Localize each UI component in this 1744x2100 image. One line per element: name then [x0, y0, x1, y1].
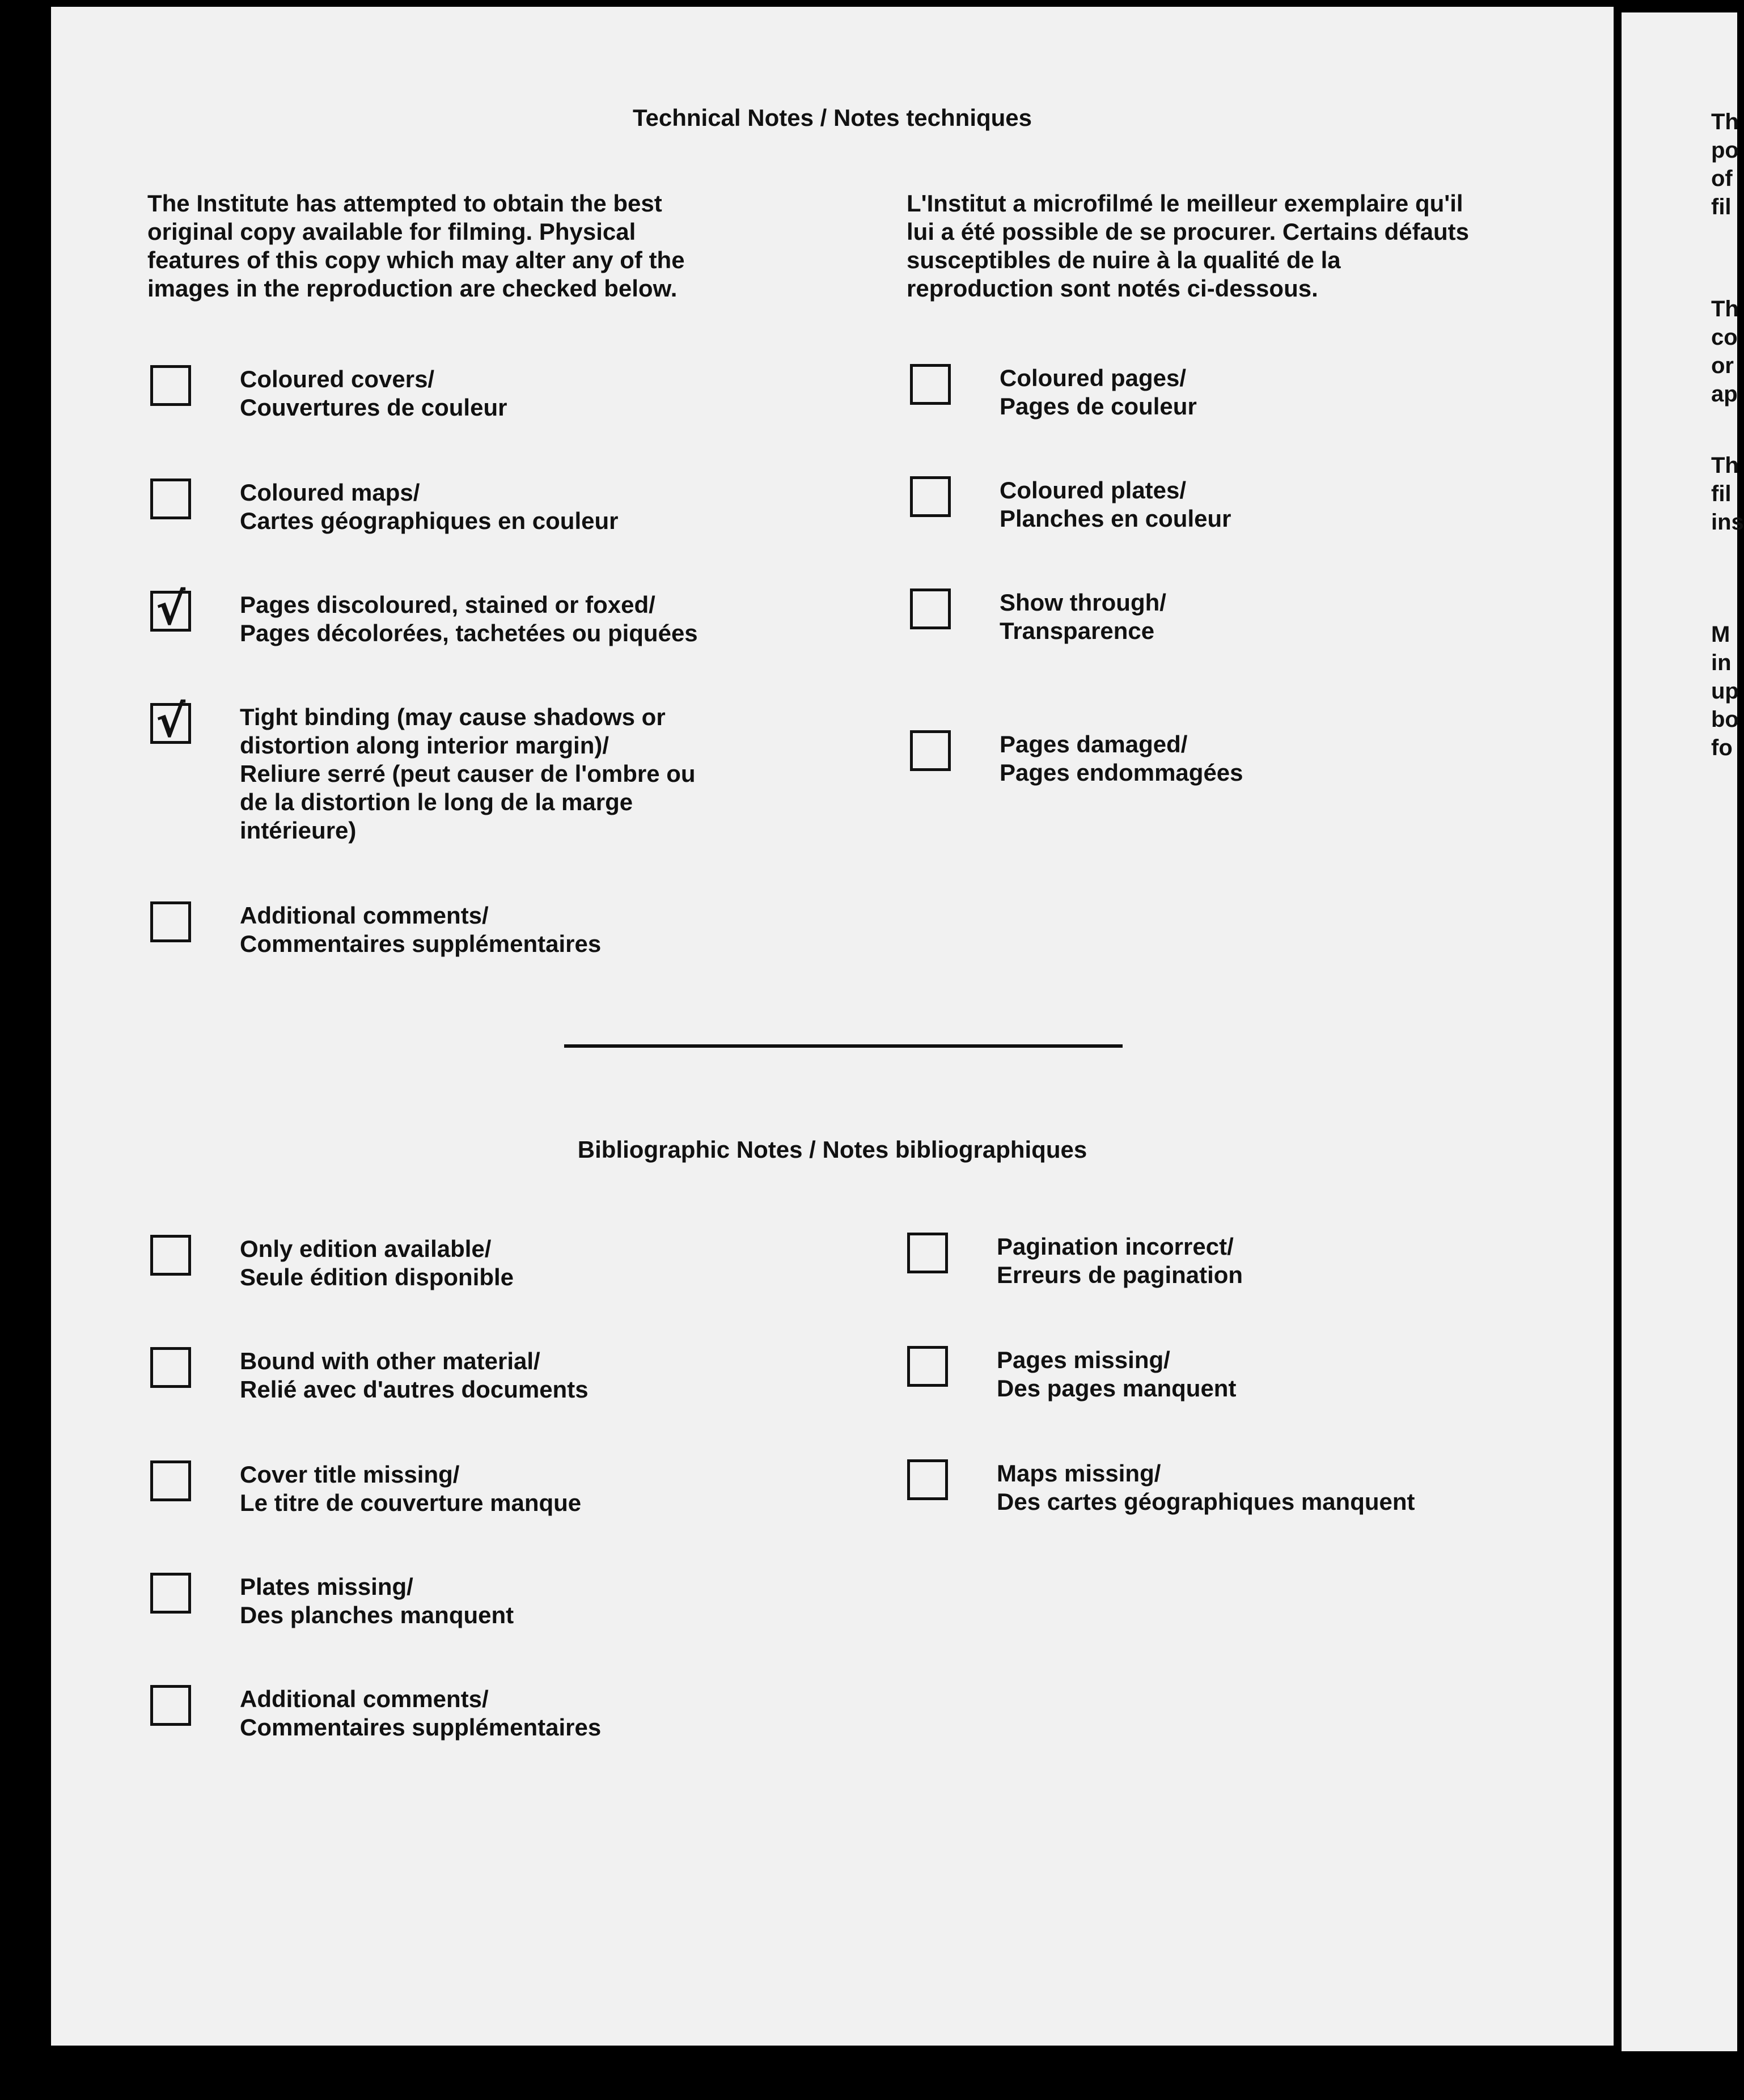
checkbox[interactable]: [150, 479, 191, 519]
checkbox-label: [240, 1347, 807, 1404]
checkbox[interactable]: [910, 730, 951, 771]
checkbox-label: [240, 1573, 807, 1629]
checkbox-label: [240, 1460, 807, 1517]
checkbox-label-line: Bound with other material/: [240, 1348, 540, 1374]
checkbox-label-line: Cartes géographiques en couleur: [240, 507, 619, 534]
checkbox[interactable]: [150, 901, 191, 942]
checkbox[interactable]: [907, 1459, 948, 1500]
checkbox-label-line: Pages endommagées: [1000, 759, 1243, 786]
fragment-line: up: [1711, 679, 1739, 704]
checkbox-label: [240, 1235, 807, 1292]
checkbox[interactable]: [910, 364, 951, 405]
checkbox-label: [240, 901, 807, 958]
fragment-line: ap: [1711, 382, 1738, 407]
intro-french: L'Institut a microfilmé le meilleur exemplaire qu'il lui a été possible de se procurer. Certains défauts susceptibles de nuire à la qualité de la reproduction sont notés ci-dessous.: [907, 190, 1470, 302]
checkbox-label-line: Coloured plates/: [1000, 477, 1187, 503]
checkbox-label-line: Des cartes géographiques manquent: [997, 1488, 1415, 1515]
section-divider: [564, 1044, 1123, 1048]
checkbox-label-line: Pages de couleur: [1000, 393, 1197, 420]
checkbox-label-line: de la distortion le long de la marge: [240, 789, 633, 815]
checkbox-label-line: distortion along interior margin)/: [240, 732, 609, 759]
checkbox-label-line: Coloured covers/: [240, 366, 435, 392]
fragment-line: co: [1711, 325, 1738, 350]
checkbox-label-line: Relié avec d'autres documents: [240, 1376, 589, 1403]
checkbox[interactable]: [907, 1346, 948, 1387]
checkbox-label-line: Only edition available/: [240, 1235, 492, 1262]
checkbox[interactable]: [910, 476, 951, 517]
checkbox-label: [240, 479, 807, 535]
checkbox-label-line: Commentaires supplémentaires: [240, 930, 602, 957]
checkbox-label: [240, 703, 807, 845]
fragment-line: M: [1711, 622, 1730, 647]
checkbox-label-line: Des pages manquent: [997, 1375, 1237, 1402]
checkbox[interactable]: [150, 1460, 191, 1501]
document-page: [51, 7, 1614, 2046]
checkbox[interactable]: [150, 1347, 191, 1388]
checkbox-label-line: Coloured maps/: [240, 479, 420, 506]
checkbox-label-line: Pages damaged/: [1000, 731, 1188, 757]
fragment-line: fo: [1711, 735, 1733, 760]
checkbox-label: [240, 591, 807, 647]
fragment-line: ins: [1711, 510, 1744, 535]
checkbox[interactable]: [150, 1235, 191, 1276]
checkbox-label-line: Pages missing/: [997, 1347, 1170, 1373]
next-page-fragment: [1622, 12, 1744, 2051]
fragment-line: Th: [1711, 109, 1739, 134]
checkbox-label-line: Additional comments/: [240, 1686, 489, 1712]
checkbox-label-line: intérieure): [240, 817, 357, 844]
checkbox[interactable]: [907, 1233, 948, 1273]
checkbox[interactable]: [910, 588, 951, 629]
checkbox-label-line: Couvertures de couleur: [240, 394, 507, 421]
fragment-line: fil: [1711, 481, 1732, 506]
checkbox-label: [1000, 364, 1567, 421]
checkbox-label-line: Tight binding (may cause shadows or: [240, 704, 666, 730]
checkmark-icon: √: [156, 696, 186, 747]
fragment-line: po: [1711, 138, 1739, 163]
fragment-line: of: [1711, 166, 1733, 191]
checkbox[interactable]: [150, 1685, 191, 1726]
fragment-line: or: [1711, 353, 1734, 378]
bibliographic-notes-heading: Bibliographic Notes / Notes bibliographiques: [577, 1136, 1087, 1163]
fragment-line: bo: [1711, 707, 1739, 732]
fragment-line: Th: [1711, 297, 1739, 321]
next-page-text-fragment: [1711, 295, 1739, 408]
next-page-text-fragment: [1711, 620, 1739, 762]
checkbox-label: [997, 1346, 1564, 1403]
checkbox-label-line: Cover title missing/: [240, 1461, 460, 1488]
checkbox-label-line: Commentaires supplémentaires: [240, 1714, 602, 1741]
checkbox-label-line: Le titre de couverture manque: [240, 1489, 582, 1516]
fragment-line: fil: [1711, 194, 1732, 219]
checkbox-label: [1000, 730, 1567, 787]
checkmark-icon: √: [156, 584, 186, 635]
checkbox-label-line: Transparence: [1000, 617, 1155, 644]
checkbox-label: [1000, 476, 1567, 533]
checkbox-label: [240, 1685, 807, 1742]
checkbox-label-line: Additional comments/: [240, 902, 489, 929]
checkbox-label-line: Planches en couleur: [1000, 505, 1231, 532]
checkbox-label-line: Seule édition disponible: [240, 1264, 514, 1290]
next-page-text-fragment: [1711, 451, 1744, 536]
fragment-line: Th: [1711, 453, 1739, 478]
fragment-line: in: [1711, 650, 1732, 675]
checkbox-label-line: Des planches manquent: [240, 1602, 514, 1628]
checkbox-label: [997, 1459, 1564, 1516]
checkbox-label-line: Plates missing/: [240, 1573, 413, 1600]
checkbox-label-line: Show through/: [1000, 589, 1166, 616]
technical-notes-heading: Technical Notes / Notes techniques: [632, 104, 1032, 131]
checkbox-label-line: Coloured pages/: [1000, 365, 1187, 391]
checkbox-label-line: Erreurs de pagination: [997, 1261, 1243, 1288]
checkbox[interactable]: [150, 365, 191, 406]
checkbox-label-line: Maps missing/: [997, 1460, 1161, 1487]
checkbox-label: [240, 365, 807, 422]
next-page-text-fragment: [1711, 108, 1739, 221]
checkbox-label-line: Pages décolorées, tachetées ou piquées: [240, 620, 698, 646]
checkbox-label-line: Reliure serré (peut causer de l'ombre ou: [240, 760, 696, 787]
checkbox-label-line: Pagination incorrect/: [997, 1233, 1234, 1260]
checkbox-label: [997, 1233, 1564, 1289]
intro-english: The Institute has attempted to obtain the best original copy available for filming. Physical features of this copy which may alter any of the images in the reproduction are checked below.: [147, 190, 685, 302]
checkbox[interactable]: [150, 1573, 191, 1614]
checkbox-label-line: Pages discoloured, stained or foxed/: [240, 591, 655, 618]
checkbox-label: [1000, 588, 1567, 645]
